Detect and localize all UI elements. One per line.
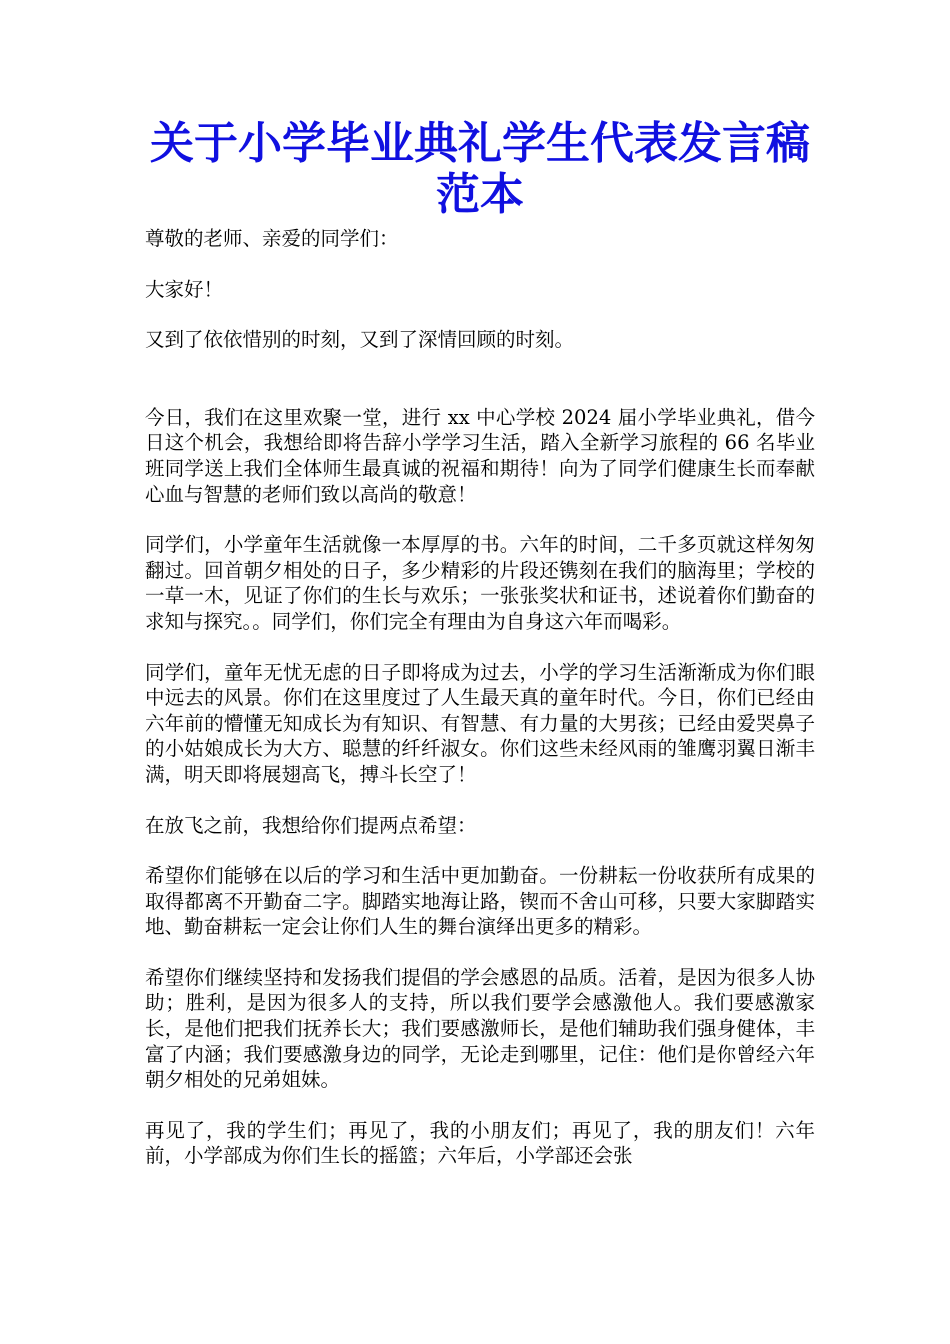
title-line-1: 关于小学毕业典礼学生代表发言稿 xyxy=(150,118,810,169)
paragraph-hope-gratitude: 希望你们继续坚持和发扬我们提倡的学会感恩的品质。活着，是因为很多人协助；胜利，是因为很多人的支持，所以我们要学会感激他人。我们要感激家长，是他们把我们抚养长大；我们要感激师长，是他们辅助我们强身健体，丰富了内涵；我们要感激身边的同学，无论走到哪里，记住：他们是你曾经六年朝夕相处的兄弟姐妹。 xyxy=(145,965,815,1092)
paragraph-two-hopes-intro: 在放飞之前，我想给你们提两点希望： xyxy=(145,813,477,837)
paragraph-childhood-ending: 同学们，童年无忧无虑的日子即将成为过去，小学的学习生活渐渐成为你们眼中远去的风景。你们在这里度过了人生最天真的童年时代。今日，你们已经由六年前的懵懂无知成长为有知识、有智慧、有力量的大男孩；已经由爱哭鼻子的小姑娘成长为大方、聪慧的纤纤淑女。你们这些未经风雨的雏鹰羽翼日渐丰满，明天即将展翅高飞，搏斗长空了！ xyxy=(145,660,815,786)
paragraph-farewell-moment: 又到了依依惜别的时刻，又到了深情回顾的时刻。 xyxy=(145,328,575,352)
paragraph-goodbye: 再见了，我的学生们；再见了，我的小朋友们；再见了，我的朋友们！六年前，小学部成为你们生长的摇篮；六年后，小学部还会张 xyxy=(145,1118,815,1168)
document-title xyxy=(145,118,815,220)
salutation: 尊敬的老师、亲爱的同学们： xyxy=(145,227,399,250)
greeting: 大家好！ xyxy=(145,277,224,301)
paragraph-ceremony: 今日，我们在这里欢聚一堂，进行 xx 中心学校 2024 届小学毕业典礼，借今日这个机会，我想给即将告辞小学学习生活，踏入全新学习旅程的 66 名毕业班同学送上我们全体师生最真诚的祝福和期待！向为了同学们健康生长而奉献心血与智慧的老师们致以高尚的敬意！ xyxy=(145,405,815,506)
paragraph-hope-diligence: 希望你们能够在以后的学习和生活中更加勤奋。一份耕耘一份收获所有成果的取得都离不开勤奋二字。脚踏实地海让路，锲而不舍山可移，只要大家脚踏实地、勤奋耕耘一定会让你们人生的舞台演绎出更多的精彩。 xyxy=(145,864,815,939)
title-line-2: 范本 xyxy=(436,169,524,220)
document-page xyxy=(145,118,815,1169)
paragraph-childhood-book: 同学们，小学童年生活就像一本厚厚的书。六年的时间，二千多页就这样匆匆翻过。回首朝夕相处的日子，多少精彩的片段还镌刻在我们的脑海里；学校的一草一木，见证了你们的生长与欢乐；一张张奖状和证书，述说着你们勤奋的求知与探究。。同学们，你们完全有理由为自身这六年而喝彩。 xyxy=(145,533,815,633)
